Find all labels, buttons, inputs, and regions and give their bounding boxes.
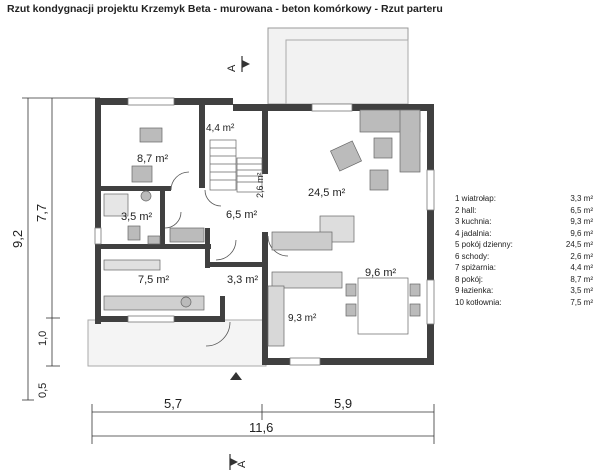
room-legend: [455, 193, 593, 308]
room-label-spizarnia: 4,4 m²: [206, 123, 235, 134]
legend-row: 10 kotłownia: 7,5 m²: [455, 297, 593, 307]
legend-row: 4 jadalnia: 9,6 m²: [455, 228, 593, 238]
legend-row: 2 hall: 6,5 m²: [455, 205, 593, 215]
legend-row: 9 łazienka: 3,5 m²: [455, 286, 593, 295]
entry-arrow: [230, 372, 242, 380]
room-label-hall: 6,5 m²: [226, 209, 258, 221]
entry-porch: [88, 320, 266, 366]
legend-row: 5 pokój dzienny: 24,5 m²: [455, 240, 593, 249]
room-label-pokoj: 8,7 m²: [137, 153, 169, 165]
dim-left-outer: 9,2: [10, 229, 25, 248]
section-label-top: A: [226, 64, 238, 72]
dim-left-inner: 7,7: [34, 203, 49, 222]
terrace-top: [268, 28, 408, 104]
legend-row: 7 spiżarnia: 4,4 m²: [455, 263, 593, 272]
room-label-kuchnia: 9,3 m²: [288, 313, 317, 324]
dim-bottom-left: 5,7: [164, 396, 183, 411]
room-label-jadalnia: 9,6 m²: [365, 267, 397, 279]
legend-row: 6 schody: 2,6 m²: [455, 251, 593, 261]
room-label-schody: 2,6 m²: [255, 172, 265, 198]
section-marker-top: [242, 56, 250, 72]
room-label-kotlownia: 7,5 m²: [138, 274, 170, 286]
legend-row: 1 wiatrołap: 3,3 m²: [455, 194, 593, 203]
room-label-pokoj-dzienny: 24,5 m²: [308, 187, 346, 199]
legend-row: 3 kuchnia: 9,3 m²: [455, 217, 593, 226]
dim-bottom-total: 11,6: [249, 420, 274, 435]
section-label-bottom: A: [236, 460, 248, 468]
room-label-lazienka: 3,5 m²: [121, 211, 153, 223]
plan-title: Rzut kondygnacji projektu Krzemyk Beta - murowana - beton komórkowy - Rzut parteru: [7, 3, 443, 15]
dim-left-small-2: 0,5: [37, 382, 49, 398]
legend-row: 8 pokój: 8,7 m²: [455, 274, 593, 284]
room-label-wiatrolap: 3,3 m²: [227, 274, 259, 286]
dim-bottom-right: 5,9: [334, 396, 353, 411]
dim-left-small-1: 1,0: [37, 330, 49, 346]
